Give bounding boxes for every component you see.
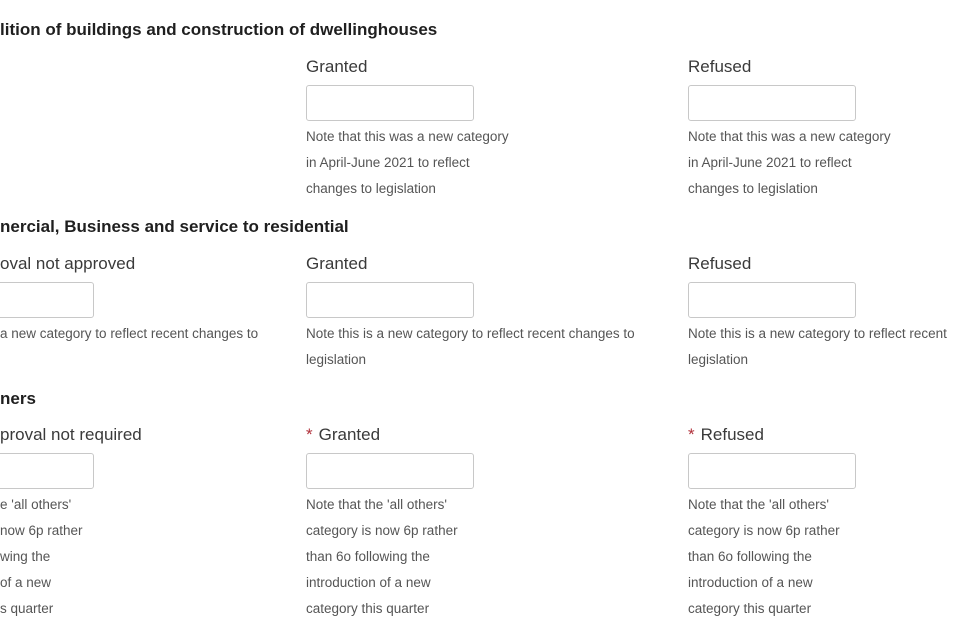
prior-approval-input[interactable] bbox=[0, 282, 94, 318]
note-line: Note that this was a new category bbox=[688, 129, 891, 144]
refused-label: Refused bbox=[688, 57, 752, 76]
prior-approval-label: proval not required bbox=[0, 425, 142, 444]
note-line: wing the bbox=[0, 549, 51, 564]
note-line: changes to legislation bbox=[306, 181, 436, 196]
prior-approval-input[interactable] bbox=[0, 453, 94, 489]
granted-input[interactable] bbox=[306, 453, 474, 489]
prior-approval-label: oval not approved bbox=[0, 254, 136, 273]
refused-note bbox=[688, 492, 840, 622]
note-line: e 'all others' bbox=[0, 497, 72, 512]
refused-label bbox=[688, 425, 764, 445]
required-marker: * bbox=[306, 425, 313, 444]
note-line: Note that this was a new category bbox=[306, 129, 509, 144]
refused-label: Refused bbox=[688, 254, 752, 273]
note-line: a new category to reflect recent changes to bbox=[0, 326, 259, 341]
granted-input[interactable] bbox=[306, 282, 474, 318]
refused-input[interactable] bbox=[688, 282, 856, 318]
note-line: Note this is a new category to reflect recent bbox=[688, 326, 947, 341]
granted-note bbox=[306, 321, 635, 373]
note-line: than 6o following the bbox=[306, 549, 430, 564]
note-line: Note this is a new category to reflect recent changes to bbox=[306, 326, 635, 341]
refused-input[interactable] bbox=[688, 85, 856, 121]
refused-note bbox=[688, 124, 891, 202]
note-line: legislation bbox=[688, 352, 749, 367]
granted-label: Granted bbox=[306, 57, 368, 76]
note-line: introduction of a new bbox=[306, 575, 431, 590]
section-heading-commercial: nercial, Business and service to residential bbox=[0, 217, 349, 236]
note-line: in April-June 2021 to reflect bbox=[688, 155, 852, 170]
note-line: in April-June 2021 to reflect bbox=[306, 155, 470, 170]
note-line: category is now 6p rather bbox=[688, 523, 840, 538]
note-line: legislation bbox=[306, 352, 367, 367]
note-line: s quarter bbox=[0, 601, 54, 616]
section-heading-all-others: ners bbox=[0, 389, 36, 408]
refused-note bbox=[688, 321, 947, 373]
refused-label-text: Refused bbox=[700, 425, 764, 444]
note-line: now 6p rather bbox=[0, 523, 83, 538]
granted-input[interactable] bbox=[306, 85, 474, 121]
note-line: changes to legislation bbox=[688, 181, 818, 196]
note-line: Note that the 'all others' bbox=[688, 497, 829, 512]
note-line: introduction of a new bbox=[688, 575, 813, 590]
note-line: category this quarter bbox=[306, 601, 430, 616]
granted-note bbox=[306, 492, 458, 622]
prior-approval-note bbox=[0, 321, 258, 347]
granted-note bbox=[306, 124, 509, 202]
prior-approval-note bbox=[0, 492, 83, 622]
note-line: category is now 6p rather bbox=[306, 523, 458, 538]
granted-label-text: Granted bbox=[318, 425, 381, 444]
note-line: Note that the 'all others' bbox=[306, 497, 447, 512]
refused-input[interactable] bbox=[688, 453, 856, 489]
note-line: than 6o following the bbox=[688, 549, 812, 564]
note-line: category this quarter bbox=[688, 601, 812, 616]
section-heading-demolition: lition of buildings and construction of dwellinghouses bbox=[0, 20, 438, 39]
granted-label: Granted bbox=[306, 254, 368, 273]
granted-label bbox=[306, 425, 380, 445]
note-line: of a new bbox=[0, 575, 52, 590]
required-marker: * bbox=[688, 425, 695, 444]
